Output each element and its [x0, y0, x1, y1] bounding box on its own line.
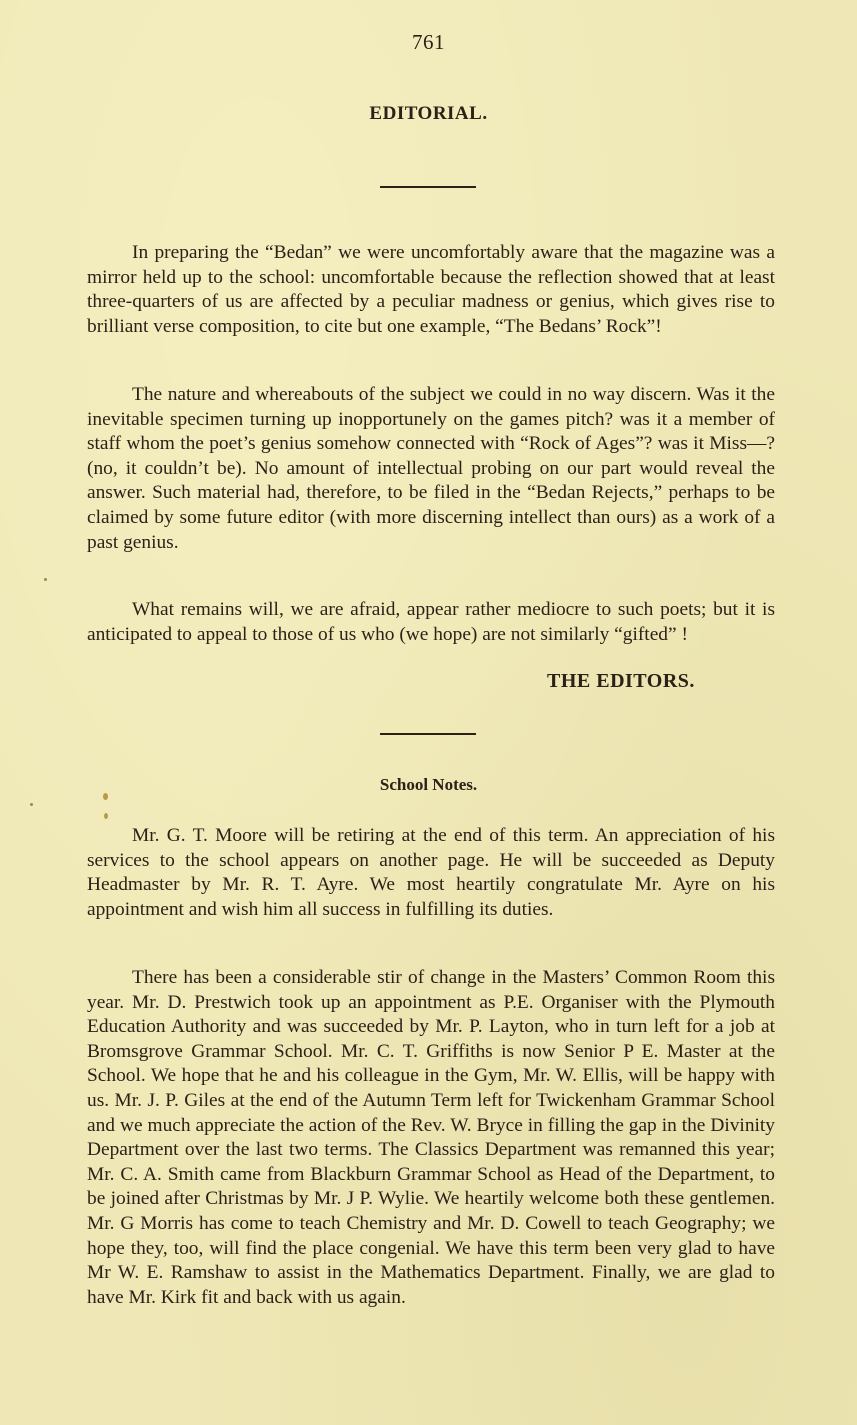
paragraph-text: In preparing the “Bedan” we were uncomfortably aware that the magazine was a mirror held up to the school: uncomfortable because the reflection showed that at least three-quarters of us are affected by a peculiar madness or genius, which gives rise to brilliant verse composition, to cite but one example, “The Bedans’ Rock”! [87, 242, 775, 337]
paper-speck [30, 803, 33, 806]
paper-speck [103, 793, 108, 800]
section-divider [380, 733, 476, 735]
section-divider [380, 186, 476, 188]
editorial-heading: EDITORIAL. [369, 103, 488, 124]
editorial-signature: THE EDITORS. [547, 670, 695, 692]
paper-speck [44, 578, 47, 581]
paragraph-text: The nature and whereabouts of the subject we could in no way discern. Was it the inevitable specimen turning up inopportunely on the games pitch? was it a member of staff whom the poet’s genius somehow connected with “Rock of Ages”? was it Miss—? (no, it couldn’t be). No amount of intellectual probing on our part would reveal the answer. Such material had, therefore, to be filed in the “Bedan Rejects,” perhaps to be claimed by some future editor (with more discerning intellect than ours) as a work of a past genius. [87, 384, 775, 553]
page-number: 761 [412, 30, 445, 54]
paragraph-text: What remains will, we are afraid, appear rather mediocre to such poets; but it is anticipated to appeal to those of us who (we hope) are not similarly “gifted” ! [87, 599, 775, 645]
school-notes-paragraph [87, 824, 775, 922]
school-notes-heading: School Notes. [379, 775, 478, 794]
editorial-paragraph [87, 241, 775, 339]
editorial-paragraph [87, 383, 775, 555]
editorial-paragraph [87, 598, 775, 647]
paragraph-text: Mr. G. T. Moore will be retiring at the end of this term. An appreciation of his services to the school appears on another page. He will be succeeded as Deputy Headmaster by Mr. R. T. Ayre. We most heartily congratulate Mr. Ayre on his appointment and wish him all success in fulfilling its duties. [87, 825, 775, 920]
paragraph-text: There has been a considerable stir of change in the Masters’ Common Room this year. Mr. D. Prestwich took up an appointment as P.E. Organiser with the Plymouth Education Authority and was succeeded by Mr. P. Layton, who in turn left for a job at Bromsgrove Grammar School. Mr. C. T. Griffiths is now Senior P E. Master at the School. We hope that he and his colleague in the Gym, Mr. W. Ellis, will be happy with us. Mr. J. P. Giles at the end of the Autumn Term left for Twickenham Grammar School and we much appreciate the action of the Rev. W. Bryce in filling the gap in the Divinity Department over the last two terms. The Classics Department was remanned this year; Mr. C. A. Smith came from Blackburn Grammar School as Head of the Department, to be joined after Christmas by Mr. J P. Wylie. We heartily welcome both these gentlemen. Mr. G Morris has come to teach Chemistry and Mr. D. Cowell to teach Geography; we hope they, too, will find the place congenial. We have this term been very glad to have Mr W. E. Ramshaw to assist in the Mathematics Department. Finally, we are glad to have Mr. Kirk fit and back with us again. [87, 967, 775, 1308]
paper-speck [104, 813, 108, 819]
school-notes-paragraph [87, 966, 775, 1310]
